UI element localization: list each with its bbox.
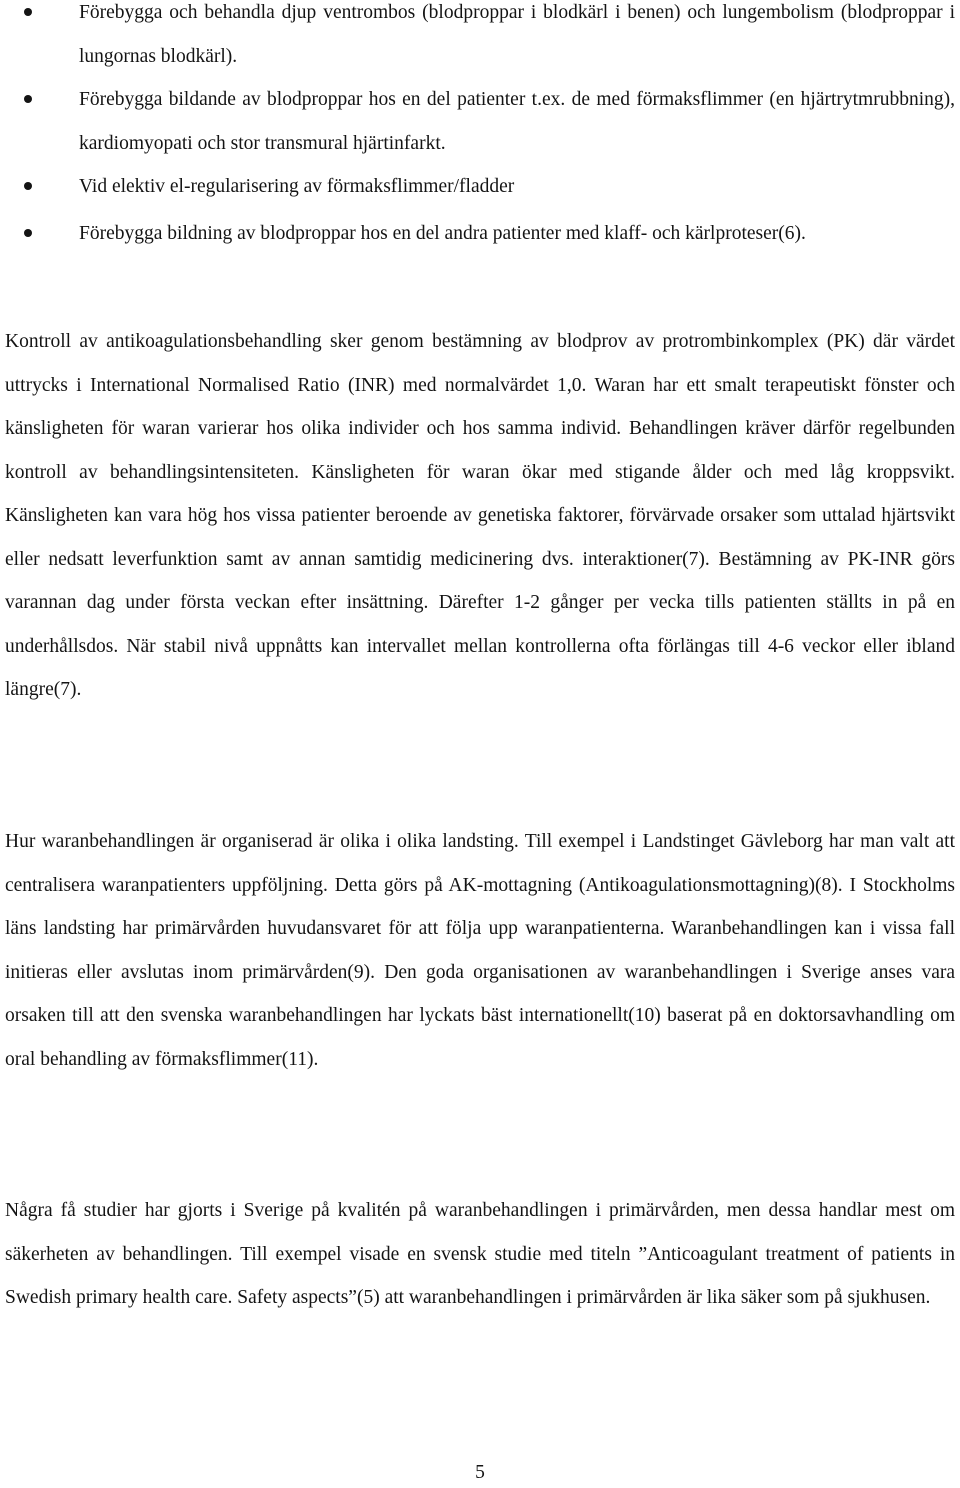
list-item — [79, 212, 955, 256]
paragraph: Några få studier har gjorts i Sverige på kvalitén på waranbehandlingen i primärvården, men dessa handlar mest om säkerheten av behandlingen. Till exempel visade en svensk studie med titeln ”Anticoagulant treatment of patients in Swedish primary health care. Safety aspects”(5) att waranbehandlingen i primärvården är lika säker som på sjukhusen. — [5, 1200, 955, 1308]
list-item-text: Förebygga bildande av blodproppar hos en del patienter t.ex. de med förmaksflimmer (en hjärtrytmrubbning), kardiomyopati och stor transmural hjärtinfarkt. — [79, 89, 955, 154]
list-item-text: Vid elektiv el-regularisering av förmaksflimmer/fladder — [79, 176, 515, 197]
list-item-text: Förebygga och behandla djup ventrombos (blodproppar i blodkärl i benen) och lungembolism (blodproppar i lungornas blodkärl). — [79, 2, 955, 67]
bullet-icon — [24, 95, 32, 103]
list-item — [79, 165, 955, 209]
bullet-icon — [24, 8, 32, 16]
list-item — [79, 0, 955, 78]
list-item — [79, 78, 955, 165]
bullet-icon — [24, 229, 32, 237]
page-number: 5 — [475, 1462, 485, 1483]
paragraph: Kontroll av antikoagulationsbehandling sker genom bestämning av blodprov av protrombinkomplex (PK) där värdet uttrycks i International Normalised Ratio (INR) med normalvärdet 1,0. Waran har ett smalt terapeutiskt fönster och känsligheten för waran varierar hos olika individer och hos samma individ. Behandlingen kräver därför regelbunden kontroll av behandlingsintensiteten. Känsligheten för waran ökar med stigande ålder och med låg kroppsvikt. Känsligheten kan vara hög hos vissa patienter beroende av genetiska faktorer, förvärvade orsaker som uttalad hjärtsvikt eller nedsatt leverfunktion samt av annan samtidig medicinering dvs. interaktioner(7). Bestämning av PK-INR görs varannan dag under första veckan efter insättning. Därefter 1-2 gånger per vecka tills patienten ställts in på en underhållsdos. När stabil nivå uppnåtts kan intervallet mellan kontrollerna ofta förlängas till 4-6 veckor eller ibland längre(7). — [5, 331, 955, 700]
paragraph: Hur waranbehandlingen är organiserad är olika i olika landsting. Till exempel i Landstinget Gävleborg har man valt att centralisera waranpatienters uppföljning. Detta görs på AK-mottagning (Antikoagulationsmottagning)(8). I Stockholms läns landsting har primärvården huvudansvaret för att följa upp waranpatienterna. Waranbehandlingen kan i vissa fall initieras eller avslutas inom primärvården(9). Den goda organisationen av waranbehandlingen i Sverige anses vara orsaken till att den svenska waranbehandlingen har lyckats bäst internationellt(10) baserat på en doktorsavhandling om oral behandling av förmaksflimmer(11). — [5, 831, 955, 1070]
list-item-text: Förebygga bildning av blodproppar hos en del andra patienter med klaff- och kärlproteser(6). — [79, 223, 806, 244]
bullet-icon — [24, 182, 32, 190]
